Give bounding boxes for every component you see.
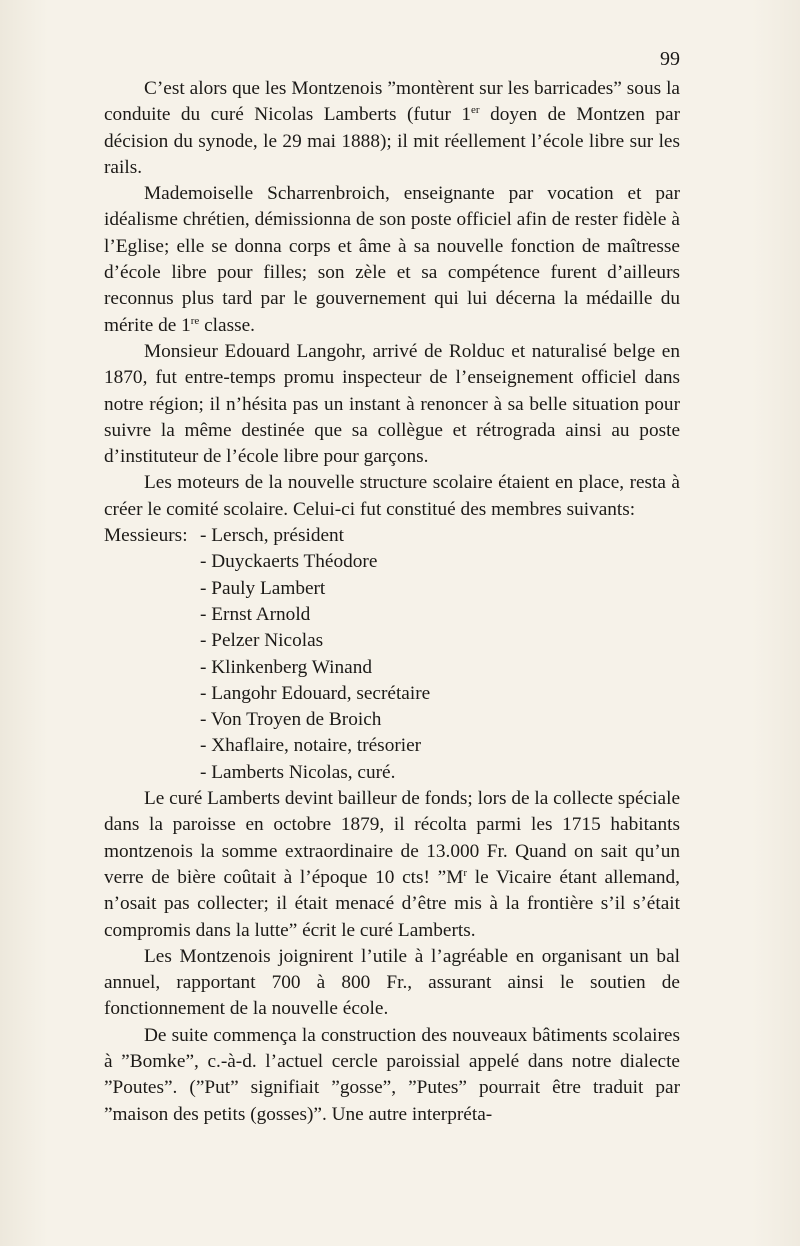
body-text <box>104 76 680 1128</box>
member-item: - Klinkenberg Winand <box>200 656 373 678</box>
members-label: Messieurs: <box>104 525 188 547</box>
member-item: - Duyckaerts Théodore <box>200 551 378 573</box>
member-item: - Langohr Edouard, secrétaire <box>200 682 431 704</box>
paragraph-4: Les moteurs de la nouvelle structure scolaire étaient en place, resta à créer le comité scolaire. Celui-ci fut constitué des membres suivants: <box>104 472 680 520</box>
paragraph-6: Les Montzenois joignirent l’utile à l’agréable en organisant un bal annuel, rapportant 700 à 800 Fr., assurant ainsi le soutien de fonctionnement de la nouvelle école. <box>104 945 680 1020</box>
member-item: - Von Troyen de Broich <box>200 709 382 731</box>
member-item: - Xhaflaire, notaire, trésorier <box>200 735 422 757</box>
page-number: 99 <box>660 48 680 70</box>
member-item: - Lamberts Nicolas, curé. <box>200 761 396 783</box>
paragraph-3: Monsieur Edouard Langohr, arrivé de Rolduc et naturalisé belge en 1870, fut entre-temps promu inspecteur de l’enseignement officiel dans notre région; il n’hésita pas un instant à renoncer à sa belle situation pour suivre la même destinée que sa collègue et rétrograda ainsi au poste d’instituteur de l’école libre pour garçons. <box>104 340 680 468</box>
member-item: - Pauly Lambert <box>200 577 326 599</box>
committee-members <box>104 523 680 786</box>
member-item: - Ernst Arnold <box>200 603 311 625</box>
paragraph-7: De suite commença la construction des nouveaux bâtiments scolaires à ”Bomke”, c.-à-d. l’actuel cercle paroissial appelé dans notre dialecte ”Poutes”. (”Put” signifiait ”gosse”, ”Putes” pourrait être traduit par ”maison des petits (gosses)”. Une autre interpréta- <box>104 1024 680 1125</box>
members-list <box>200 523 430 786</box>
paragraph-5: Le curé Lamberts devint bailleur de fonds; lors de la collecte spéciale dans la paroisse en octobre 1879, il récolta parmi les 1715 habitants montzenois la somme extraordinaire de 13.000 Fr. Quand on sait qu’un verre de bière coûtait à l’époque 10 cts! $”M^r$ le Vicaire étant allemand, n’osait pas collecter; il était menacé d’être mis à la frontière s’il s’était compromis dans la lutte” écrit le curé Lamberts. <box>104 788 680 941</box>
paragraph-1: C’est alors que les Montzenois ”montèrent sur les barricades” sous la conduite du curé Nicolas Lamberts (futur 1er doyen de Montzen par décision du synode, le 29 mai 1888); il mit réellement l’école libre sur les rails. <box>104 78 680 178</box>
member-item: - Lersch, président <box>200 525 345 547</box>
member-item: - Pelzer Nicolas <box>200 630 324 652</box>
paragraph-2: Mademoiselle Scharrenbroich, enseignante par vocation et par idéalisme chrétien, démissionna de son poste officiel afin de rester fidèle à l’Eglise; elle se donna corps et âme à sa nouvelle fonction de maîtresse d’école libre pour filles; son zèle et sa compétence furent d’ailleurs reconnus plus tard par le gouvernement qui lui décerna la médaille du mérite de 1re classe. <box>104 183 680 336</box>
